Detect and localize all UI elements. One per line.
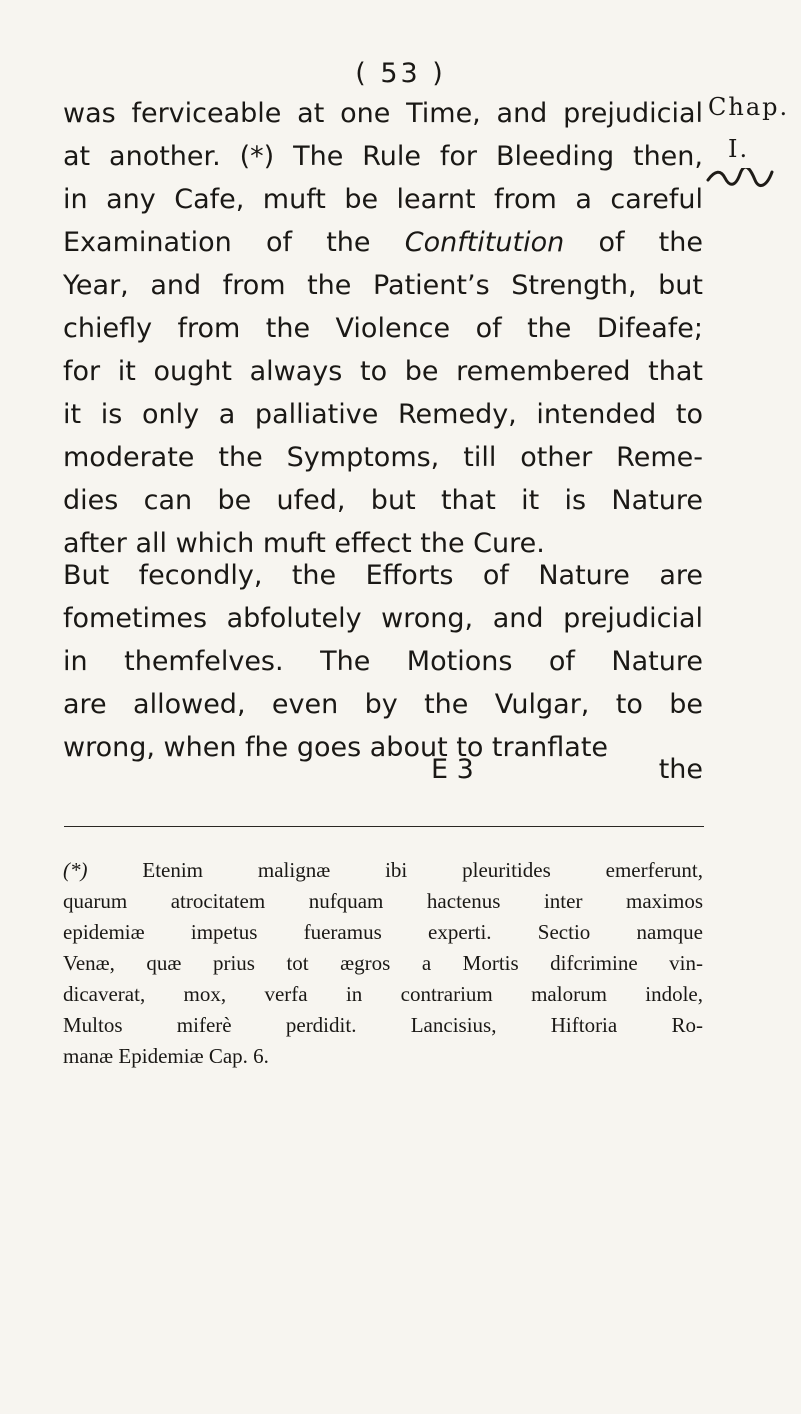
paragraph-2-line: are allowed, even by the Vulgar, to be <box>63 689 703 720</box>
paragraph-1-line: at another. (*) The Rule for Bleeding then, <box>63 141 703 172</box>
paragraph-1-segment: Conftitution <box>404 227 565 258</box>
catchword: the <box>658 754 703 785</box>
footnote-line <box>63 886 703 917</box>
paragraph-2 <box>63 554 703 769</box>
paragraph-2-line: fometimes abfolutely wrong, and prejudicial <box>63 603 703 634</box>
paragraph-1-line <box>63 221 703 264</box>
paragraph-2-line: But fecondly, the Efforts of Nature are <box>63 560 703 591</box>
signature-line <box>63 748 703 791</box>
margin-chapter-note <box>708 86 789 170</box>
footnote-line <box>63 917 703 948</box>
footnote-rule <box>64 826 704 827</box>
footnote-marker: (*) <box>63 858 88 882</box>
paragraph-1-line: was ferviceable at one Time, and prejudicial <box>63 98 703 129</box>
paragraph-2-line: in themfelves. The Motions of Nature <box>63 646 703 677</box>
paragraph-1-segment: Examination of the <box>63 227 405 258</box>
footnote-text: quarum atrocitatem nufquam hactenus inter maximos <box>63 889 703 913</box>
footnote-line <box>63 1041 703 1072</box>
paragraph-1-line: dies can be ufed, but that it is Nature <box>63 485 703 516</box>
paragraph-1-line: Year, and from the Patient’s Strength, but <box>63 270 703 301</box>
paragraph-1-line: moderate the Symptoms, till other Reme- <box>63 442 703 473</box>
footnote-line <box>63 1010 703 1041</box>
paragraph-1-line: for it ought always to be remembered that <box>63 356 703 387</box>
paragraph-1-line: in any Cafe, muft be learnt from a careful <box>63 184 703 215</box>
paragraph-2-line: wrong, when fhe goes about to tranflate <box>63 732 609 763</box>
footnote-text: Multos miferè perdidit. Lancisius, Hiftoria Ro- <box>63 1013 703 1037</box>
paragraph-1-segment: of the <box>564 227 703 258</box>
footnote-text: Etenim malignæ ibi pleuritides emerferunt, <box>87 858 703 882</box>
paragraph-1-line: it is only a palliative Remedy, intended to <box>63 399 703 430</box>
margin-chapter-number: I. <box>728 135 750 163</box>
footnote-line <box>63 979 703 1010</box>
margin-chapter-label: Chap. <box>708 93 790 121</box>
footnote-line <box>63 948 703 979</box>
footnote <box>63 855 703 1072</box>
footnote-text: epidemiæ impetus fueramus experti. Sectio namque <box>63 920 703 944</box>
footnote-text: manæ Epidemiæ Cap. 6. <box>63 1044 269 1068</box>
flourish-ornament-icon <box>705 168 775 190</box>
paragraph-1-line: chiefly from the Violence of the Difeafe; <box>63 313 703 344</box>
footnote-line <box>63 855 703 886</box>
page-number: ( 53 ) <box>355 58 446 89</box>
paragraph-1 <box>63 92 703 565</box>
signature-mark: E 3 <box>431 754 474 785</box>
footnote-text: Venæ, quæ prius tot ægros a Mortis difcrimine vin- <box>63 951 703 975</box>
paragraph-1-line: after all which muft effect the Cure. <box>63 528 545 559</box>
footnote-text: dicaverat, mox, verfa in contrarium malorum indole, <box>63 982 703 1006</box>
